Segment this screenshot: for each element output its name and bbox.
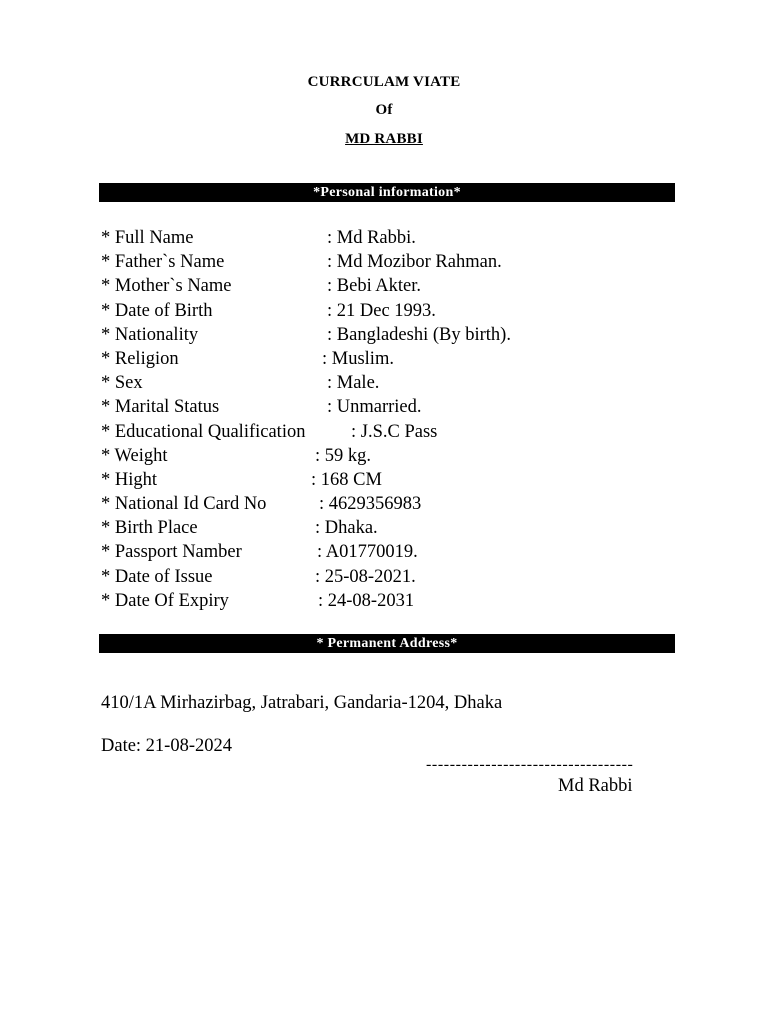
field-educational-qualification (101, 420, 721, 444)
field-value: : 4629356983 (319, 494, 422, 515)
field-label: * Nationality (101, 324, 199, 345)
signature-line: ----------------------------------- (426, 756, 634, 773)
field-value: : Bebi Akter. (327, 276, 422, 297)
field-birth-place (101, 516, 721, 540)
field-value: : Muslim. (322, 348, 394, 369)
field-passport-number (101, 540, 721, 564)
field-mothers-name (101, 274, 721, 298)
field-value: : Unmarried. (327, 397, 422, 418)
field-label: * Passport Namber (101, 542, 242, 563)
permanent-address-heading: * Permanent Address* (99, 634, 675, 653)
permanent-address-text: 410/1A Mirhazirbag, Jatrabari, Gandaria-1204, Dhaka (101, 693, 503, 713)
field-value: : Md Mozibor Rahman. (327, 252, 502, 273)
field-value: : Bangladeshi (By birth). (327, 324, 511, 345)
document-title-of: Of (375, 102, 393, 118)
field-date-of-expiry (101, 589, 721, 613)
field-national-id (101, 492, 721, 516)
field-value: : 24-08-2031 (318, 590, 415, 611)
field-label: * Hight (101, 469, 158, 490)
field-full-name (101, 226, 721, 250)
field-value: : 59 kg. (315, 445, 372, 466)
field-value: : J.S.C Pass (351, 421, 438, 442)
personal-info-list (101, 226, 721, 613)
document-owner-name: MD RABBI (345, 131, 423, 147)
field-date-of-birth (101, 299, 721, 323)
field-label: * Religion (101, 348, 179, 369)
field-label: * National Id Card No (101, 494, 267, 515)
field-weight (101, 444, 721, 468)
field-fathers-name (101, 250, 721, 274)
field-nationality (101, 323, 721, 347)
field-label: * Mother`s Name (101, 276, 232, 297)
field-label: * Educational Qualification (101, 421, 306, 442)
document-title: CURRCULAM VIATE (307, 74, 461, 90)
field-value: : Md Rabbi. (327, 228, 416, 248)
field-label: * Date Of Expiry (101, 590, 229, 611)
field-value: : 21 Dec 1993. (327, 300, 436, 321)
field-label: * Marital Status (101, 397, 220, 418)
field-value: : A01770019. (317, 542, 418, 563)
field-sex (101, 371, 721, 395)
field-label: * Sex (101, 373, 143, 394)
field-label: * Weight (101, 445, 168, 466)
personal-info-heading: *Personal information* (99, 183, 675, 202)
signature-name: Md Rabbi (558, 776, 633, 796)
field-value: : 168 CM (311, 469, 382, 490)
field-value: : Male. (327, 373, 380, 394)
field-label: * Date of Issue (101, 566, 213, 587)
field-label: * Birth Place (101, 518, 198, 539)
document-date: Date: 21-08-2024 (101, 736, 233, 756)
field-label: * Date of Birth (101, 300, 213, 321)
field-value: : 25-08-2021. (315, 566, 416, 587)
field-value: : Dhaka. (315, 518, 378, 539)
field-label: * Full Name (101, 228, 194, 248)
field-date-of-issue (101, 565, 721, 589)
field-label: * Father`s Name (101, 252, 225, 273)
field-religion (101, 347, 721, 371)
field-marital-status (101, 395, 721, 419)
field-height (101, 468, 721, 492)
